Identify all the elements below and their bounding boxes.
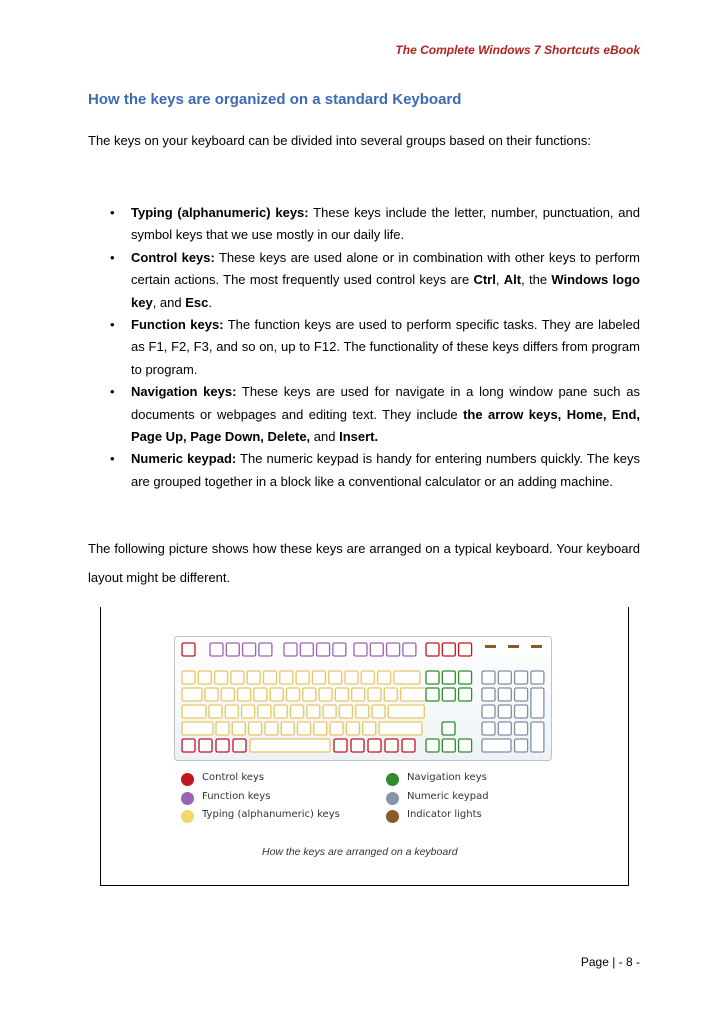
legend-label: Numeric keypad <box>407 791 489 802</box>
typing-key <box>231 671 244 684</box>
typing-key <box>296 671 309 684</box>
typing-key <box>330 722 343 735</box>
control-key <box>459 643 472 656</box>
typing-key <box>205 688 218 701</box>
bullet-text: and <box>310 429 340 445</box>
numpad-key <box>482 705 495 718</box>
navigation-key <box>442 688 455 701</box>
numpad-key <box>498 722 511 735</box>
bullet-text: . <box>208 294 212 310</box>
numeric-keypad-swatch <box>386 792 399 805</box>
typing-key <box>232 722 245 735</box>
legend-label: Control keys <box>202 772 265 783</box>
typing-key <box>368 688 381 701</box>
bullet-term: Navigation keys: <box>131 384 237 400</box>
bullet-term: Typing (alphanumeric) keys: <box>131 205 309 220</box>
control-key <box>351 739 364 752</box>
esc-key-name: Esc <box>185 294 209 310</box>
numpad-key <box>498 688 511 701</box>
bullet-icon: • <box>110 451 115 467</box>
bullet-icon: • <box>110 317 115 333</box>
typing-key <box>254 688 267 701</box>
function-key <box>333 643 346 656</box>
control-key <box>216 739 229 752</box>
typing-key <box>238 688 251 701</box>
typing-key <box>270 688 283 701</box>
numpad-enter-key <box>531 722 544 752</box>
keyboard-legend <box>181 772 501 827</box>
numpad-key <box>515 739 528 752</box>
typing-key <box>319 688 332 701</box>
alt-key-name: Alt <box>503 272 522 288</box>
space-bar <box>250 739 330 752</box>
section-heading: How the keys are organized on a standard Keyboard <box>88 91 462 108</box>
bullet-text: These keys include the letter, number, punctuation, and symbol keys that we use mostly in our daily life. <box>131 205 640 243</box>
function-key <box>387 643 400 656</box>
typing-key <box>307 705 320 718</box>
bullet-icon: • <box>110 384 115 400</box>
arrow-up-key <box>442 722 455 735</box>
numpad-key <box>515 705 528 718</box>
bullet-function-keys <box>88 314 640 381</box>
typing-key <box>346 722 359 735</box>
numpad-key <box>482 671 495 684</box>
figure-caption: How the keys are arranged on a keyboard <box>262 846 458 858</box>
arrow-key <box>459 739 472 752</box>
typing-key <box>345 671 358 684</box>
intro-paragraph: The keys on your keyboard can be divided into several groups based on their functions: <box>88 133 591 148</box>
bullet-text: , the <box>521 272 552 288</box>
typing-key <box>242 705 255 718</box>
typing-key <box>281 722 294 735</box>
outro-paragraph: The following picture shows how these keys are arranged on a typical keyboard. Your keyboard layout might be different. <box>88 541 640 585</box>
key-groups-list <box>88 202 640 493</box>
bullet-text: , <box>495 272 504 288</box>
left-shift-key <box>182 722 213 735</box>
typing-keys-swatch <box>181 810 194 823</box>
typing-key <box>339 705 352 718</box>
typing-key <box>209 705 222 718</box>
bullet-text: , and <box>152 294 186 310</box>
function-key <box>284 643 297 656</box>
typing-key <box>182 671 195 684</box>
bullet-text: These keys are used for navigate in a long window pane such as documents or webpages and editing text. They include <box>131 384 640 422</box>
indicator-light <box>508 645 519 648</box>
bullet-term: Function keys: <box>131 317 224 333</box>
typing-key <box>312 671 325 684</box>
function-key <box>354 643 367 656</box>
control-keys-swatch <box>181 773 194 786</box>
navigation-key <box>459 671 472 684</box>
typing-key <box>372 705 385 718</box>
control-key <box>442 643 455 656</box>
numpad-key <box>515 688 528 701</box>
numpad-zero-key <box>482 739 511 752</box>
function-key <box>243 643 256 656</box>
typing-key <box>356 705 369 718</box>
function-key <box>210 643 223 656</box>
bullet-text: The function keys are used to perform specific tasks. They are labeled as F1, F2, F3, and so on, up to F12. The functionality of these keys differs from program to program. <box>131 317 640 377</box>
typing-key <box>225 705 238 718</box>
numpad-key <box>515 671 528 684</box>
typing-key <box>291 705 304 718</box>
typing-key <box>401 688 427 701</box>
page-number: Page | - 8 - <box>580 955 640 969</box>
numpad-key <box>482 722 495 735</box>
typing-key <box>335 688 348 701</box>
numpad-key <box>498 671 511 684</box>
typing-key <box>198 671 211 684</box>
windows-key-name: Windows logo key <box>131 272 640 310</box>
control-key <box>233 739 246 752</box>
bullet-term: Numeric keypad: <box>131 451 237 467</box>
bullet-navigation-keys <box>88 381 640 448</box>
navigation-key <box>426 688 439 701</box>
control-key <box>182 739 195 752</box>
navigation-key <box>426 671 439 684</box>
typing-key <box>323 705 336 718</box>
bullet-term: Control keys: <box>131 249 215 265</box>
legend-label: Typing (alphanumeric) keys <box>202 809 340 820</box>
typing-key <box>274 705 287 718</box>
typing-key <box>215 671 228 684</box>
keyboard-diagram <box>174 636 552 761</box>
function-key <box>370 643 383 656</box>
typing-key <box>361 671 374 684</box>
arrow-key <box>442 739 455 752</box>
control-key <box>402 739 415 752</box>
legend-label: Function keys <box>202 791 271 802</box>
bullet-text: These keys are used alone or in combination with other keys to perform certain actions. The most frequently used control keys are <box>131 249 640 288</box>
indicator-light <box>531 645 542 648</box>
typing-key <box>264 671 277 684</box>
numpad-key <box>515 722 528 735</box>
ctrl-key-name: Ctrl <box>473 272 496 288</box>
function-key <box>300 643 313 656</box>
control-key <box>334 739 347 752</box>
bullet-control-keys <box>88 247 640 314</box>
numpad-key <box>531 671 544 684</box>
typing-key <box>258 705 271 718</box>
navigation-key <box>442 671 455 684</box>
legend-label: Navigation keys <box>407 772 487 783</box>
right-shift-key <box>379 722 422 735</box>
typing-key <box>216 722 229 735</box>
typing-key <box>287 688 300 701</box>
function-key <box>403 643 416 656</box>
bullet-icon: • <box>110 205 115 220</box>
typing-key <box>280 671 293 684</box>
control-key <box>368 739 381 752</box>
control-key <box>199 739 212 752</box>
navigation-key-names: the arrow keys, Home, End, Page Up, Page Down, Delete, <box>131 406 640 445</box>
function-key <box>226 643 239 656</box>
typing-key <box>265 722 278 735</box>
running-header: The Complete Windows 7 Shortcuts eBook <box>395 43 640 57</box>
control-key <box>426 643 439 656</box>
esc-key <box>182 643 195 656</box>
typing-key <box>249 722 262 735</box>
bullet-numeric-keypad <box>88 448 640 493</box>
typing-key <box>384 688 397 701</box>
typing-key <box>363 722 376 735</box>
typing-key <box>329 671 342 684</box>
typing-key <box>314 722 327 735</box>
backspace-key <box>394 671 420 684</box>
function-key <box>259 643 272 656</box>
legend-label: Indicator lights <box>407 809 482 820</box>
numpad-key <box>498 705 511 718</box>
typing-key <box>352 688 365 701</box>
function-keys-swatch <box>181 792 194 805</box>
typing-key <box>247 671 260 684</box>
function-key <box>317 643 330 656</box>
caps-lock-key <box>182 705 206 718</box>
bullet-typing-keys <box>88 202 640 247</box>
bullet-text: The numeric keypad is handy for entering numbers quickly. The keys are grouped together in a block like a conventional calculator or an adding machine. <box>131 451 640 489</box>
insert-key-name: Insert. <box>339 429 379 445</box>
typing-key <box>298 722 311 735</box>
typing-key <box>221 688 234 701</box>
indicator-lights-swatch <box>386 810 399 823</box>
control-key <box>385 739 398 752</box>
numpad-plus-key <box>531 688 544 718</box>
tab-key <box>182 688 202 701</box>
navigation-keys-swatch <box>386 773 399 786</box>
bullet-icon: • <box>110 249 115 265</box>
typing-key <box>303 688 316 701</box>
numpad-key <box>482 688 495 701</box>
typing-key <box>378 671 391 684</box>
indicator-light <box>485 645 496 648</box>
navigation-key <box>459 688 472 701</box>
arrow-key <box>426 739 439 752</box>
enter-key <box>388 705 424 718</box>
